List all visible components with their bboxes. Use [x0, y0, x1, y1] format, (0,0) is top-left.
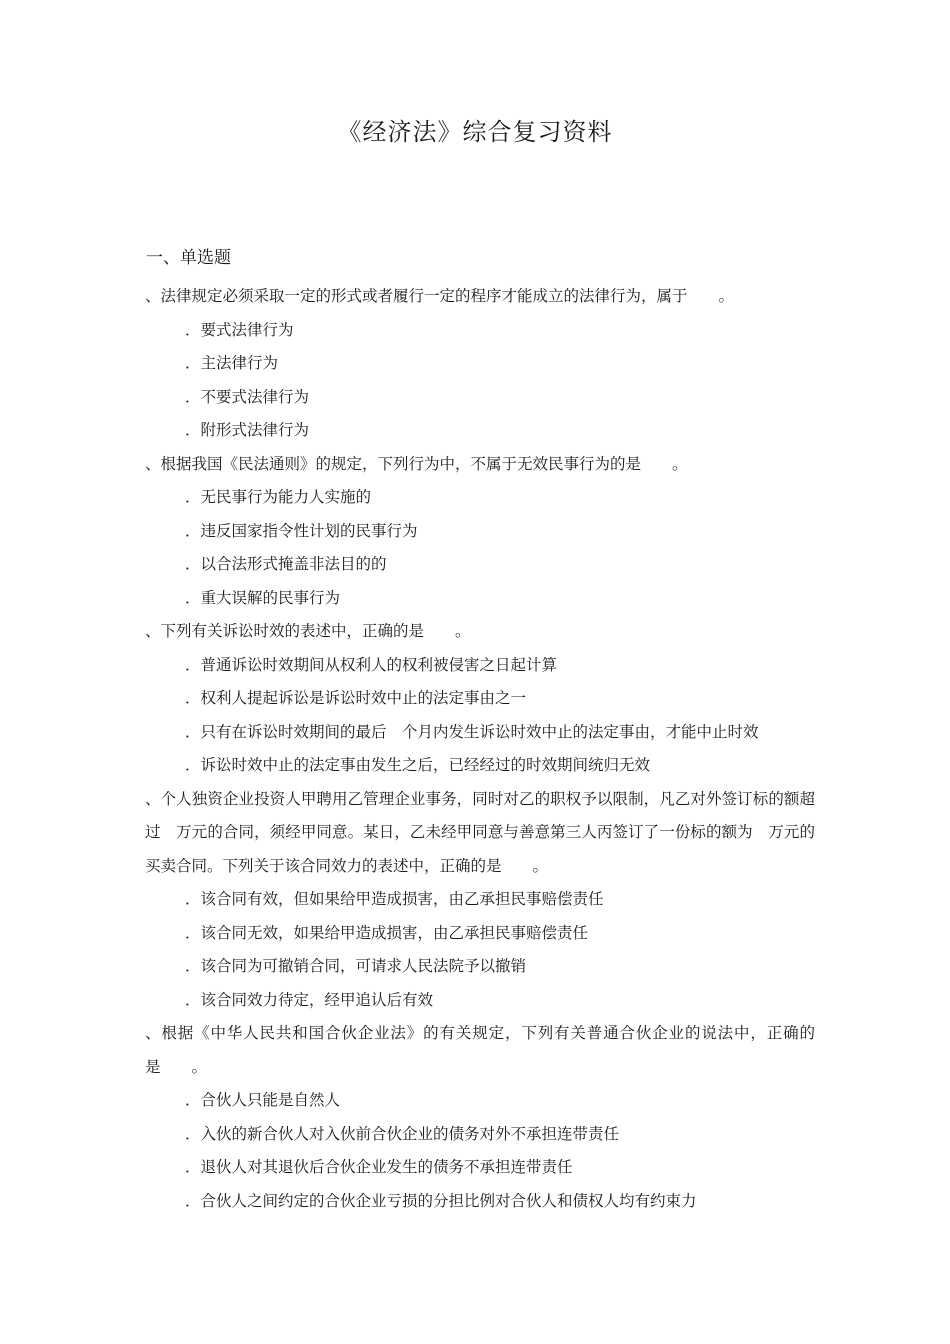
question-5 [145, 1017, 815, 1218]
question-stem: 、根据《中华人民共和国合伙企业法》的有关规定，下列有关普通合伙企业的说法中，正确的是 。 [145, 1024, 815, 1076]
option-a: ．无民事行为能力人实施的 [185, 488, 372, 506]
question-3 [145, 615, 815, 783]
option-c: ．不要式法律行为 [185, 387, 310, 406]
option-c: ．以合法形式掩盖非法目的的 [185, 555, 387, 573]
question-2 [145, 448, 815, 616]
question-stem: 、法律规定必须采取一定的形式或者履行一定的程序才能成立的法律行为，属于 。 [145, 287, 735, 305]
option-a: ．普通诉讼时效期间从权利人的权利被侵害之日起计算 [185, 655, 558, 674]
option-a: ．要式法律行为 [185, 320, 294, 339]
option-a: ．该合同有效，但如果给甲造成损害，由乙承担民事赔偿责任 [185, 890, 604, 908]
option-b: ．权利人提起诉讼是诉讼时效中止的法定事由之一 [185, 689, 527, 707]
option-b: ．该合同无效，如果给甲造成损害，由乙承担民事赔偿责任 [185, 923, 589, 942]
question-list [145, 280, 815, 1218]
option-d: ．重大误解的民事行为 [185, 588, 341, 607]
option-b: ．违反国家指令性计划的民事行为 [185, 521, 418, 540]
question-stem: 、下列有关诉讼时效的表述中，正确的是 。 [145, 622, 471, 640]
question-stem: 、根据我国《民法通则》的规定，下列行为中，不属于无效民事行为的是 。 [145, 454, 688, 473]
option-c: ．退伙人对其退伙后合伙企业发生的债务不承担连带责任 [185, 1158, 573, 1176]
option-d: ．合伙人之间约定的合伙企业亏损的分担比例对合伙人和债权人均有约束力 [185, 1191, 697, 1210]
question-1 [145, 280, 815, 448]
option-b: ．主法律行为 [185, 354, 279, 372]
document-title: 《经济法》综合复习资料 [337, 118, 613, 146]
option-c: ．该合同为可撤销合同，可请求人民法院予以撤销 [185, 957, 527, 975]
question-stem: 、个人独资企业投资人甲聘用乙管理企业事务，同时对乙的职权予以限制，凡乙对外签订标的额超过 万元的合同，须经甲同意。某日，乙未经甲同意与善意第三人丙签订了一份标的额为 万元的买卖合同。下列关于该合同效力的表述中，正确的是 。 [145, 789, 815, 875]
option-a: ．合伙人只能是自然人 [185, 1091, 341, 1109]
section-heading: 一、单选题 [146, 248, 231, 268]
option-d: ．该合同效力待定，经甲追认后有效 [185, 990, 434, 1009]
question-4 [145, 783, 815, 1018]
option-b: ．入伙的新合伙人对入伙前合伙企业的债务对外不承担连带责任 [185, 1124, 620, 1143]
option-d: ．附形式法律行为 [185, 421, 310, 439]
option-d: ．诉讼时效中止的法定事由发生之后，已经经过的时效期间统归无效 [185, 756, 651, 774]
option-c: ．只有在诉讼时效期间的最后 个月内发生诉讼时效中止的法定事由，才能中止时效 [185, 722, 759, 741]
